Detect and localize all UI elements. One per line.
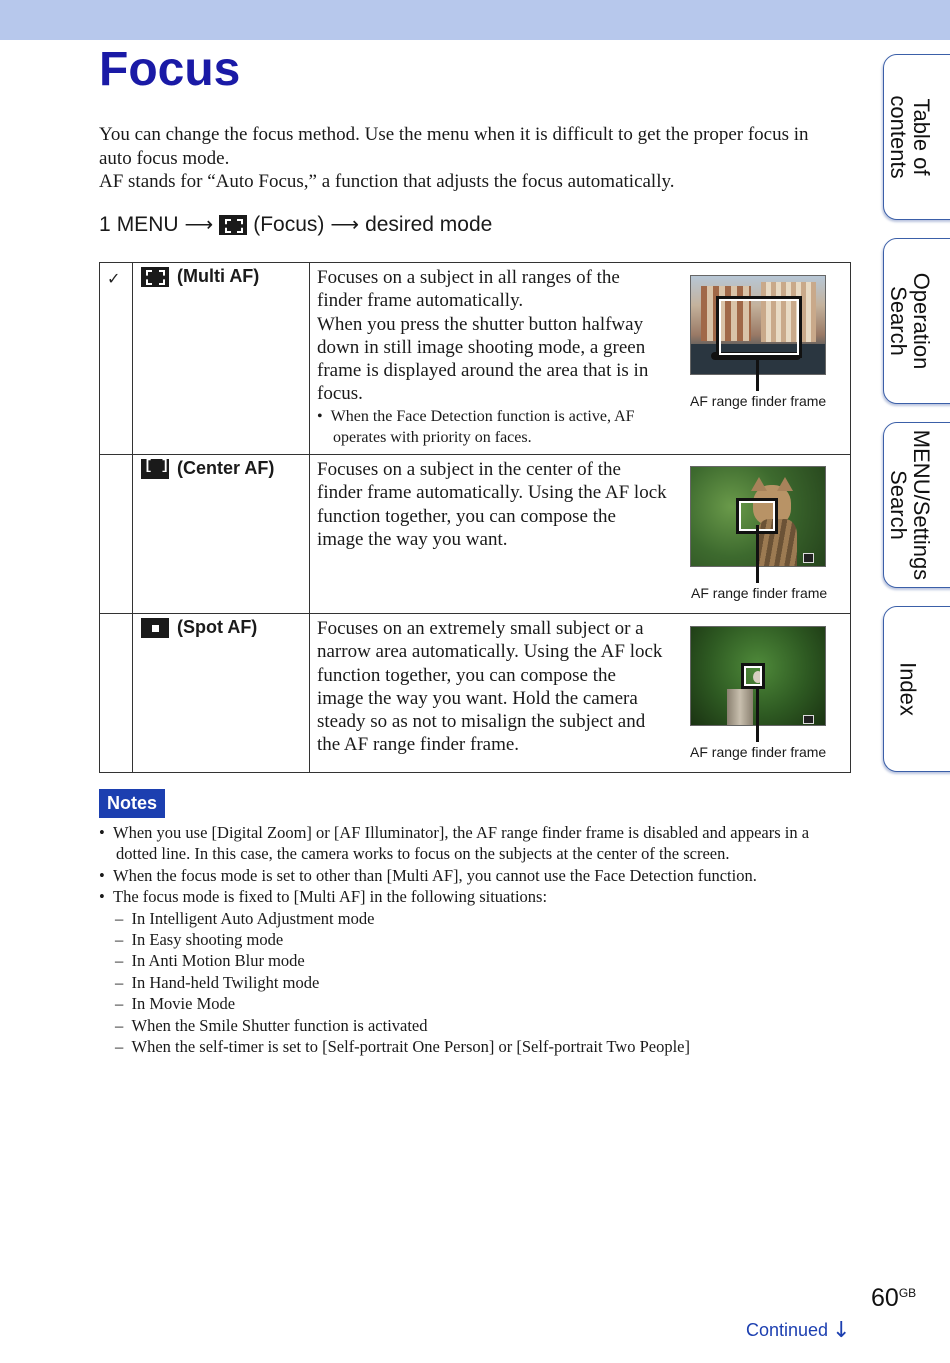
mode-name: (Spot AF) bbox=[177, 617, 258, 637]
page-suffix: GB bbox=[898, 1286, 917, 1300]
list-item: • When the focus mode is set to other than [Multi AF], you cannot use the Face Detection function. bbox=[99, 865, 757, 885]
mode-cell bbox=[133, 614, 310, 773]
list-item: – In Hand-held Twilight mode bbox=[115, 972, 320, 992]
image-caption: AF range finder frame bbox=[690, 744, 827, 760]
desc-cell bbox=[310, 263, 850, 454]
notes-badge: Notes bbox=[99, 789, 165, 818]
list-item: – In Intelligent Auto Adjustment mode bbox=[115, 908, 375, 928]
list-item: – In Anti Motion Blur mode bbox=[115, 951, 305, 971]
image-caption: AF range finder frame bbox=[690, 393, 827, 409]
list-item: • When you use [Digital Zoom] or [AF Illuminator], the AF range finder frame is disabled and appears in a dotted line. In this case, the camera works to focus on the subjects at the center of the screen. bbox=[99, 823, 810, 864]
pointer-line bbox=[756, 355, 759, 391]
multi-af-icon bbox=[141, 267, 169, 287]
default-cell bbox=[100, 455, 133, 614]
table-row-spot-af bbox=[100, 613, 850, 773]
arrow-right-icon: ⟶ bbox=[184, 214, 214, 236]
mode-label bbox=[141, 617, 257, 638]
pointer-line bbox=[756, 686, 759, 742]
continued-link[interactable] bbox=[746, 1318, 851, 1343]
continued-label: Continued bbox=[746, 1320, 829, 1340]
desc-cell bbox=[310, 614, 850, 773]
center-af-icon bbox=[141, 459, 169, 479]
tab-label: Index bbox=[895, 662, 921, 716]
mode-label bbox=[141, 458, 274, 479]
tab-label: MENU/Settings Search bbox=[886, 429, 934, 581]
mode-cell bbox=[133, 455, 310, 614]
step-end: desired mode bbox=[365, 213, 493, 236]
tab-label: Operation Search bbox=[886, 272, 934, 370]
tab-menu-settings-search[interactable] bbox=[883, 422, 950, 588]
default-cell bbox=[100, 263, 133, 454]
mode-cell bbox=[133, 263, 310, 454]
arrow-down-icon: ↓ bbox=[832, 1318, 851, 1343]
intro-text bbox=[99, 123, 839, 194]
focus-icon bbox=[219, 215, 247, 235]
page-number: $60^{GB}$ bbox=[871, 1284, 917, 1312]
mode-description bbox=[317, 266, 667, 449]
tab-index[interactable] bbox=[883, 606, 950, 772]
list-item: – In Movie Mode bbox=[115, 994, 236, 1014]
desc-cell bbox=[310, 455, 850, 614]
step-menu: MENU bbox=[116, 213, 179, 236]
mode-name: (Center AF) bbox=[177, 458, 275, 478]
top-banner bbox=[0, 0, 950, 40]
desc-line: When you press the shutter button halfway down in still image shooting mode, a green frame is displayed around the area that is in focus. bbox=[317, 313, 649, 405]
intro-paragraph-2: AF stands for “Auto Focus,” a function that adjusts the focus automatically. bbox=[99, 171, 675, 192]
step-focus-label: (Focus) bbox=[253, 213, 325, 236]
desc-note: • When the Face Detection function is active, AF operates with priority on faces. bbox=[317, 407, 635, 447]
page-title: Focus bbox=[99, 43, 241, 96]
step-instruction bbox=[99, 211, 492, 239]
mode-description bbox=[317, 617, 667, 757]
table-row-multi-af bbox=[100, 263, 850, 454]
list-item: – When the Smile Shutter function is activated bbox=[115, 1015, 428, 1035]
intro-paragraph-1: You can change the focus method. Use the menu when it is difficult to get the proper focus in auto focus mode. bbox=[99, 124, 809, 169]
desc-line: Focuses on a subject in all ranges of the finder frame automatically. bbox=[317, 267, 620, 312]
step-number: 1 bbox=[99, 213, 111, 236]
spot-af-icon bbox=[141, 618, 169, 638]
desc-line: Focuses on an extremely small subject or a narrow area automatically. Using the AF lock function together, you can compose the image the way you want. Hold the camera steady so as not to misalign the subject and the AF range finder frame. bbox=[317, 618, 663, 756]
desc-line: Focuses on a subject in the center of the finder frame automatically. Using the AF lock function together, you can compose the image the way you want. bbox=[317, 459, 667, 550]
tab-table-of-contents[interactable] bbox=[883, 54, 950, 220]
focus-mode-table bbox=[99, 262, 851, 773]
image-caption: AF range finder frame bbox=[691, 585, 828, 601]
default-check-icon: ✓ bbox=[107, 269, 121, 288]
mode-label bbox=[141, 266, 259, 287]
tab-label: Table of contents bbox=[886, 95, 934, 179]
list-item: – When the self-timer is set to [Self-portrait One Person] or [Self-portrait Two People] bbox=[115, 1037, 690, 1057]
mode-description bbox=[317, 458, 667, 551]
mode-name: (Multi AF) bbox=[177, 266, 260, 286]
list-item: – In Easy shooting mode bbox=[115, 930, 284, 950]
list-item: • The focus mode is fixed to [Multi AF] in the following situations: bbox=[99, 887, 548, 907]
tab-operation-search[interactable] bbox=[883, 238, 950, 404]
default-cell bbox=[100, 614, 133, 773]
arrow-right-icon: ⟶ bbox=[330, 214, 360, 236]
table-row-center-af bbox=[100, 454, 850, 614]
pointer-line bbox=[756, 525, 759, 583]
notes-list bbox=[99, 822, 851, 1057]
